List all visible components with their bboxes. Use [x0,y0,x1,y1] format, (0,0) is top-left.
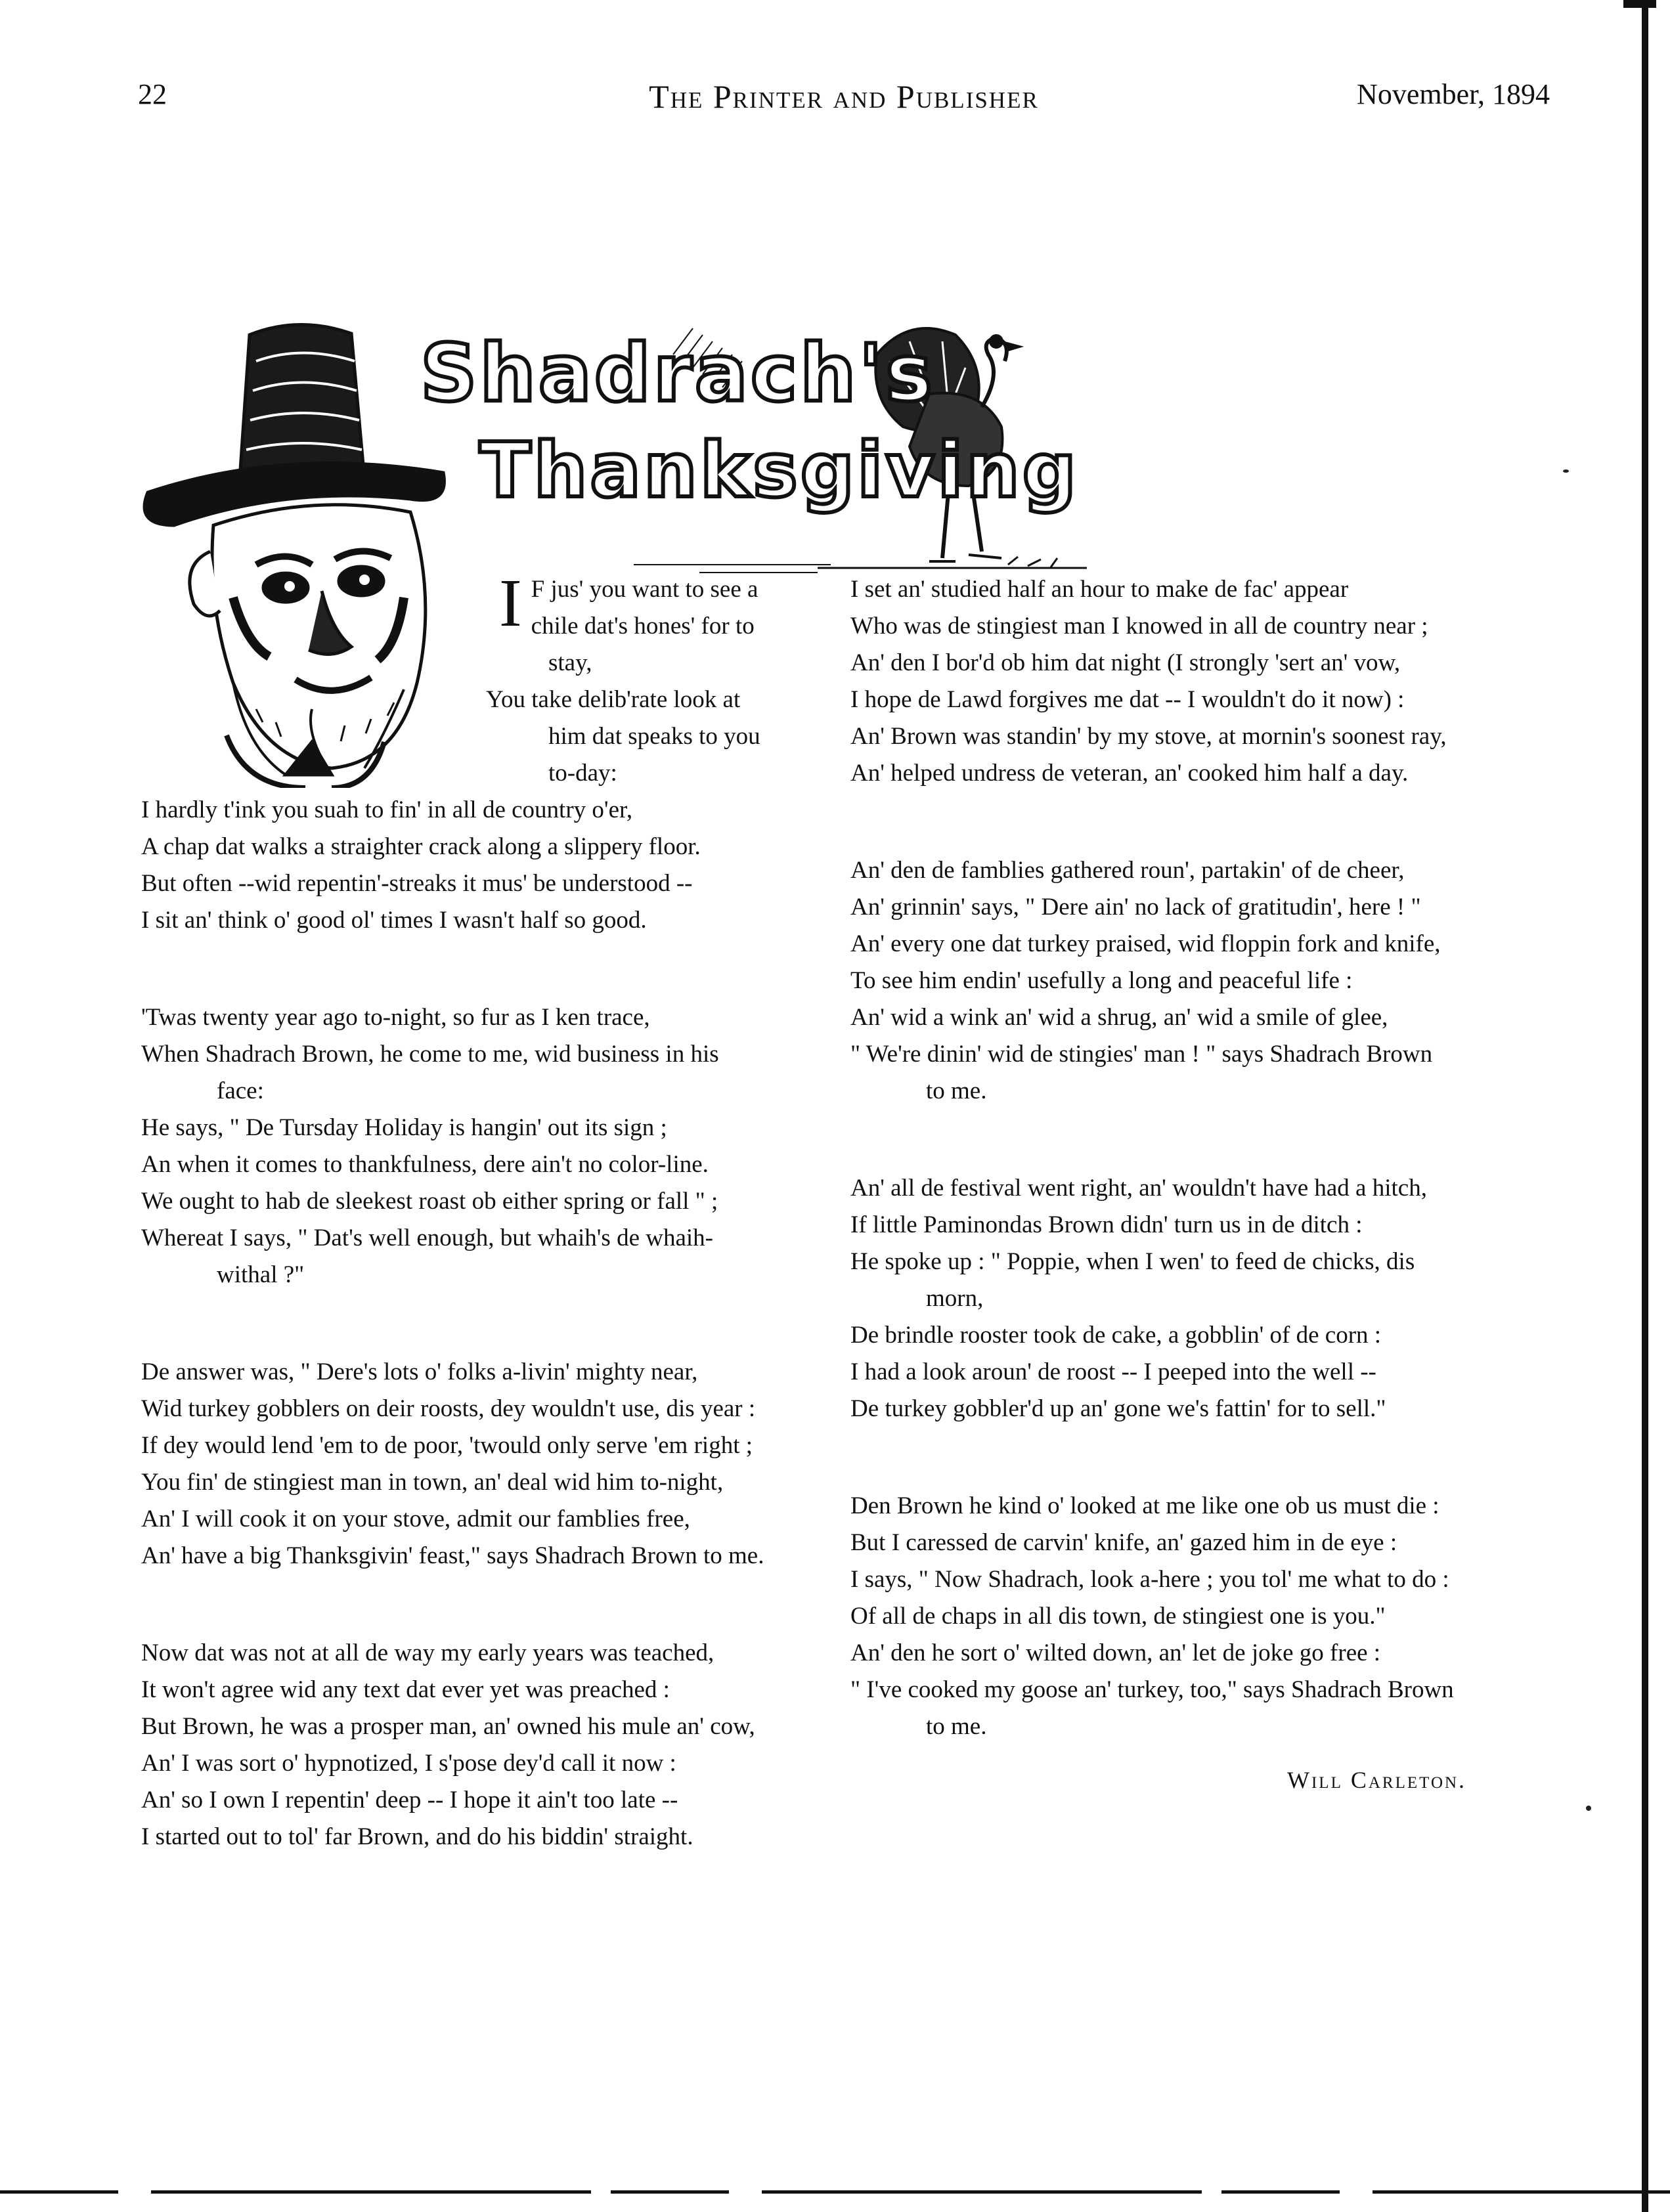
poem-line: I had a look aroun' de roost -- I peeped into the well -- [850,1358,1376,1385]
poem-line: To see him endin' usefully a long and peaceful life : [850,967,1353,994]
poem-line: An when it comes to thankfulness, dere ain't no color-line. [141,1151,709,1178]
poem-line: I sit an' think o' good ol' times I wasn't half so good. [141,907,647,934]
poem-line: Den Brown he kind o' looked at me like one ob us must die : [850,1492,1439,1519]
poem-line: An' every one dat turkey praised, wid floppin fork and knife, [850,930,1441,957]
poem-line: But I caressed de carvin' knife, an' gazed him in de eye : [850,1529,1397,1556]
poem-line: He spoke up : " Poppie, when I wen' to feed de chicks, dis [850,1248,1415,1275]
drop-cap-block [141,565,824,792]
drop-cap: I [499,565,522,641]
poem-line: An' have a big Thanksgivin' feast," says Shadrach Brown to me. [141,1542,764,1569]
poem-line: An' helped undress de veteran, an' cooked him half a day. [850,760,1409,787]
poem-line: An' den I bor'd ob him dat night (I strongly 'sert an' vow, [850,649,1401,676]
poem-line: chile dat's hones' for to [531,613,755,640]
poem-line: If little Paminondas Brown didn' turn us in de ditch : [850,1211,1363,1238]
poem-line: An' den de famblies gathered roun', partakin' of de cheer, [850,857,1405,884]
poem-line: An' all de festival went right, an' wouldn't have had a hitch, [850,1175,1427,1202]
poem-line: An' I was sort o' hypnotized, I s'pose dey'd call it now : [141,1750,676,1777]
stanza-2 [141,999,824,1293]
bottom-margin-rule [0,2190,1670,2194]
author-signature: Will Carleton. [1287,1767,1467,1793]
poem-line: face: [217,1077,264,1104]
poem-line: If dey would lend 'em to de poor, 'twould only serve 'em right ; [141,1432,753,1459]
poem-title-art [420,328,1080,525]
poem-line: De answer was, " Dere's lots o' folks a-livin' mighty near, [141,1358,698,1385]
poem-line: We ought to hab de sleekest roast ob either spring or fall " ; [141,1188,718,1215]
poem-line: " I've cooked my goose an' turkey, too," says Shadrach Brown [850,1676,1454,1703]
right-margin-rule [1642,0,1648,2212]
poem-line: him dat speaks to you [548,723,760,750]
poem-right-column [850,571,1553,1806]
poem-line: Of all de chaps in all dis town, de stingiest one is you." [850,1603,1386,1630]
poem-line: An' I will cook it on your stove, admit our famblies free, [141,1506,690,1532]
poem-line: When Shadrach Brown, he come to me, wid business in his [141,1041,719,1068]
poem-line: You take delib'rate look at [486,686,741,713]
poem-line: Wid turkey gobblers on deir roosts, dey wouldn't use, dis year : [141,1395,756,1422]
poem-title-line1: Shadrach's [420,328,935,420]
stanza-3 [141,1354,824,1574]
poem-line: I started out to tol' far Brown, and do his biddin' straight. [141,1823,693,1850]
poem-line: But often --wid repentin'-streaks it mus' be understood -- [141,870,693,897]
poem-line: An' Brown was standin' by my stove, at mornin's soonest ray, [850,723,1447,750]
poem-line: withal ?" [217,1261,305,1288]
scan-speck [1586,1806,1591,1811]
stanza-6 [850,852,1553,1110]
poem-line: to me. [926,1713,987,1740]
poem-line: Whereat I says, " Dat's well enough, but whaih's de whaih- [141,1225,713,1251]
poem-line: An' so I own I repentin' deep -- I hope it ain't too late -- [141,1787,678,1813]
poem-left-column [141,565,824,1916]
poem-line: You fin' de stingiest man in town, an' deal wid him to-night, [141,1469,724,1496]
poem-line: to me. [926,1077,987,1104]
running-header [138,77,1550,130]
poem-line: I hardly t'ink you suah to fin' in all de country o'er, [141,796,633,823]
poem-line: De brindle rooster took de cake, a gobblin' of de corn : [850,1322,1382,1349]
poem-line: stay, [548,649,592,676]
poem-line: But Brown, he was a prosper man, an' owned his mule an' cow, [141,1713,755,1740]
issue-date: November, 1894 [1357,78,1550,110]
poem-line: " We're dinin' wid de stingies' man ! " says Shadrach Brown [850,1041,1433,1068]
poem-line: An' wid a wink an' wid a shrug, an' wid a smile of glee, [850,1004,1388,1031]
stanza-8 [850,1488,1553,1745]
poem-line: A chap dat walks a straighter crack along a slippery floor. [141,833,701,860]
stanza-7 [850,1170,1553,1427]
poem-line: De turkey gobbler'd up an' gone we's fattin' for to sell." [850,1395,1386,1422]
poem-line: I set an' studied half an hour to make de fac' appear [850,576,1349,603]
poem-line: morn, [926,1285,984,1312]
poem-line: An' den he sort o' wilted down, an' let de joke go free : [850,1639,1381,1666]
poem-line: Who was de stingiest man I knowed in all de country near ; [850,613,1428,640]
poem-line: Now dat was not at all de way my early years was teached, [141,1639,714,1666]
poem-line: He says, " De Tursday Holiday is hangin' out its sign ; [141,1114,667,1141]
poem-line: It won't agree wid any text dat ever yet was preached : [141,1676,670,1703]
poem-line: I says, " Now Shadrach, look a-here ; you tol' me what to do : [850,1566,1449,1593]
poem-line: to-day: [548,760,617,787]
poem-title-line2: Thanksgiving [479,427,1080,515]
scan-speck [1563,469,1569,473]
right-margin-rule-cap [1623,0,1656,8]
poem-line: I hope de Lawd forgives me dat -- I wouldn't do it now) : [850,686,1405,713]
poem-line: F jus' you want to see a [531,576,758,603]
stanza-1 [141,565,824,939]
page-number: 22 [138,78,167,110]
stanza-5 [850,571,1553,792]
poem-line: An' grinnin' says, " Dere ain' no lack of gratitudin', here ! " [850,894,1421,921]
stanza-4 [141,1635,824,1855]
publication-title: The Printer and Publisher [649,78,1039,115]
poem-line: 'Twas twenty year ago to-night, so fur as I ken trace, [141,1004,650,1031]
